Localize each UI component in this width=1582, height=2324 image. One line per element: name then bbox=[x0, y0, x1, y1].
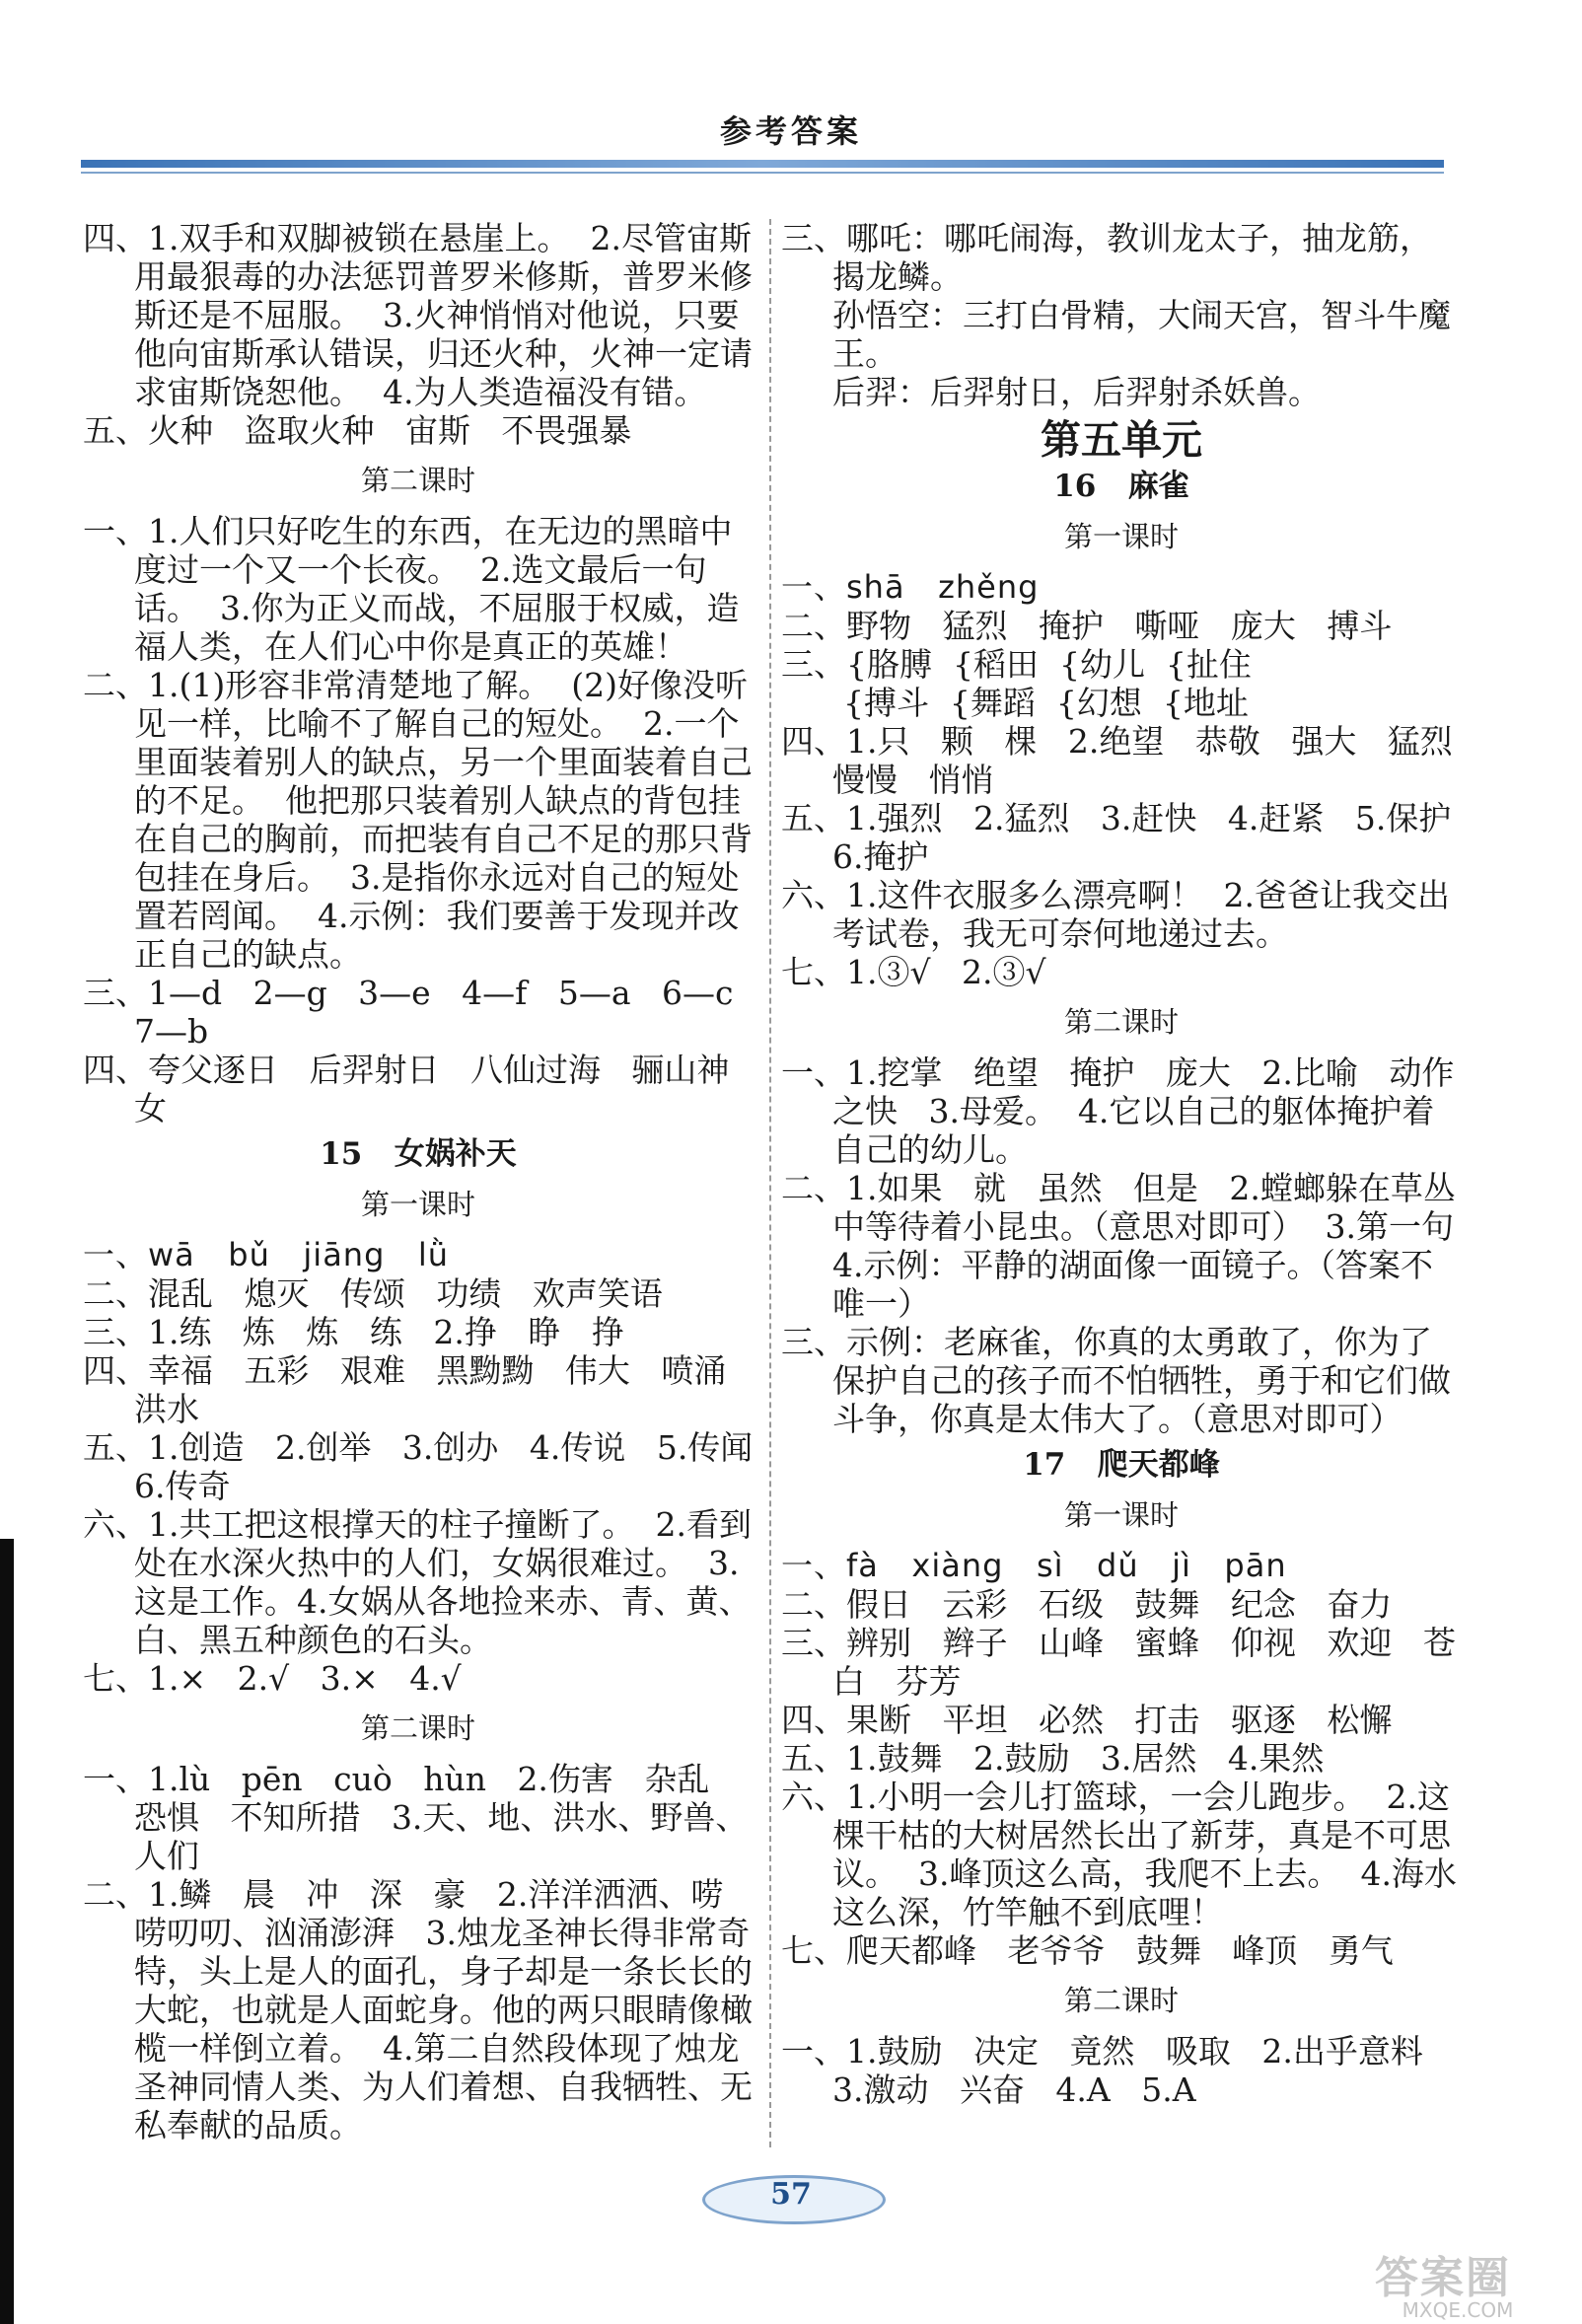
answer-paragraph: 七、1.× 2.√ 3.× 4.√ bbox=[83, 1659, 462, 1698]
lesson-period-heading: 第一课时 bbox=[360, 1188, 475, 1221]
lesson-period-heading: 第一课时 bbox=[1063, 1498, 1179, 1532]
answer-paragraph: 七、爬天都峰 老爷爷 鼓舞 峰顶 勇气 bbox=[781, 1931, 1394, 1970]
column-left bbox=[83, 219, 784, 2144]
answer-paragraph: {搏斗 {舞蹈 {幻想 {地址 bbox=[781, 684, 1249, 722]
lesson-period-heading: 第二课时 bbox=[1063, 1984, 1179, 2017]
answer-paragraph: 二、1.鳞 晨 冲 深 豪 2.洋洋洒洒、唠唠叨叨、汹涌澎湃 3.烛龙圣神长得非常奇特，头上是人的面孔，身子却是一条长长的大蛇，也就是人面蛇身。他的两只眼睛像橄榄一样倒立着。 4.第二自然段体现了烛龙圣神同情人类、为人们着想、自我牺牲、无私奉献的品质。 bbox=[83, 1875, 753, 2144]
answer-paragraph: 二、混乱 熄灭 传颂 功绩 欢声笑语 bbox=[83, 1274, 663, 1313]
answer-paragraph: 二、假日 云彩 石级 鼓舞 纪念 奋力 bbox=[781, 1585, 1393, 1624]
header-bar-thin bbox=[81, 172, 1444, 174]
answer-paragraph: 三、{胳膊 {稻田 {幼儿 {扯住 bbox=[781, 645, 1252, 684]
lesson-period-heading: 第二课时 bbox=[1063, 1005, 1179, 1039]
watermark-logo: 答案圈 bbox=[1375, 2253, 1511, 2303]
answer-paragraph: 一、1.鼓励 决定 竟然 吸取 2.出乎意料 3.激动 兴奋 4.A 5.A bbox=[781, 2032, 1455, 2109]
column-right bbox=[781, 219, 1485, 2109]
header-title: 参考答案 bbox=[719, 112, 862, 150]
pinyin-answer: 一、wā bǔ jiāng lǜ bbox=[83, 1236, 450, 1273]
answer-paragraph: 四、1.双手和双脚被锁在悬崖上。 2.尽管宙斯用最狠毒的办法惩罚普罗米修斯，普罗米修斯还是不屈服。 3.火神悄悄对他说，只要他向宙斯承认错误，归还火种，火神一定请求宙斯饶恕他。 4.为人类造福没有错。 bbox=[83, 219, 753, 411]
pinyin-answer: 一、fà xiàng sì dǔ jì pān bbox=[781, 1547, 1287, 1584]
answer-paragraph: 三、哪吒：哪吒闹海，教训龙太子，抽龙筋，揭龙鳞。 bbox=[781, 219, 1432, 296]
answer-paragraph: 二、野物 猛烈 掩护 嘶哑 庞大 搏斗 bbox=[781, 607, 1393, 645]
lesson-title: 16 麻雀 bbox=[1053, 469, 1189, 504]
answer-paragraph: 七、1.③√ 2.③√ bbox=[781, 953, 1046, 991]
answer-paragraph: 五、1.鼓舞 2.鼓励 3.居然 4.果然 bbox=[781, 1739, 1325, 1778]
answer-paragraph: 四、1.只 颗 棵 2.绝望 恭敬 强大 猛烈 慢慢 悄悄 bbox=[781, 722, 1484, 799]
lesson-period-heading: 第一课时 bbox=[1063, 520, 1179, 553]
answer-paragraph: 六、1.这件衣服多么漂亮啊！ 2.爸爸让我交出考试卷，我无可奈何地递过去。 bbox=[781, 876, 1450, 953]
unit-title: 第五单元 bbox=[1041, 416, 1202, 464]
answer-paragraph: 五、火种 盗取火种 宙斯 不畏强暴 bbox=[83, 411, 632, 450]
answer-paragraph: 六、1.小明一会儿打篮球，一会儿跑步。 2.这棵干枯的大树居然长出了新芽，真是不可思议。 3.峰顶这么高，我爬不上去。 4.海水这么深，竹竿触不到底哩！ bbox=[781, 1778, 1457, 1931]
answer-paragraph: 一、1.挖掌 绝望 掩护 庞大 2.比喻 动作之快 3.母爱。 4.它以自己的躯体掩护着自己的幼儿。 bbox=[781, 1053, 1455, 1169]
answer-paragraph: 一、1.lù pēn cuò hùn 2.伤害 杂乱 恐惧 不知所措 3.天、地、洪水、野兽、人们 bbox=[83, 1760, 749, 1875]
lesson-title: 17 爬天都峰 bbox=[1023, 1447, 1220, 1483]
pinyin-answer: 一、shā zhěng bbox=[781, 568, 1040, 606]
column-divider bbox=[769, 219, 771, 2147]
answer-paragraph: 四、果断 平坦 必然 打击 驱逐 松懈 bbox=[781, 1701, 1393, 1739]
watermark-url: MXQE.COM bbox=[1402, 2298, 1514, 2322]
answer-paragraph: 三、1.练 炼 炼 练 2.挣 睁 挣 bbox=[83, 1313, 624, 1351]
answer-paragraph: 三、辨别 辫子 山峰 蜜蜂 仰视 欢迎 苍白 芬芳 bbox=[781, 1624, 1456, 1701]
lesson-title: 15 女娲补天 bbox=[320, 1136, 517, 1172]
lesson-period-heading: 第二课时 bbox=[360, 464, 475, 497]
answer-paragraph: 一、1.人们只好吃生的东西，在无边的黑暗中度过一个又一个长夜。 2.选文最后一句话。 3.你为正义而战，不屈服于权威，造福人类，在人们心中你是真正的英雄！ bbox=[83, 512, 740, 666]
answer-line: 孙悟空：三打白骨精，大闹天宫，智斗牛魔王。 bbox=[832, 296, 1451, 373]
answer-paragraph: 六、1.共工把这根撑天的柱子撞断了。 2.看到处在水深火热中的人们，女娲很难过。 3.这是工作。4.女娲从各地捡来赤、青、黄、白、黑五种颜色的石头。 bbox=[83, 1505, 752, 1659]
answer-paragraph: 二、1.如果 就 虽然 但是 2.螳螂躲在草丛中等待着小昆虫。（意思对即可） 3.第一句 4.示例：平静的湖面像一面镜子。（答案不唯一） bbox=[781, 1169, 1485, 1323]
answer-paragraph: 三、1—d 2—g 3—e 4—f 5—a 6—c 7—b bbox=[83, 974, 764, 1051]
lesson-period-heading: 第二课时 bbox=[360, 1711, 475, 1745]
header-bar bbox=[81, 160, 1444, 168]
answer-paragraph: 三、示例：老麻雀，你真的太勇敢了，你为了保护自己的孩子而不怕牺牲，勇于和它们做斗争，你真是太伟大了。（意思对即可） bbox=[781, 1323, 1451, 1438]
answer-paragraph: 四、夸父逐日 后羿射日 八仙过海 骊山神女 bbox=[83, 1051, 730, 1127]
answer-paragraph: 五、1.创造 2.创举 3.创办 4.传说 5.传闻 6.传奇 bbox=[83, 1428, 784, 1505]
answer-paragraph: 四、幸福 五彩 艰难 黑黝黝 伟大 喷涌 洪水 bbox=[83, 1351, 757, 1428]
page-number: 57 bbox=[770, 2177, 812, 2212]
answer-line: 后羿：后羿射日，后羿射杀妖兽。 bbox=[832, 373, 1321, 411]
binding-edge bbox=[0, 1539, 14, 2324]
answer-paragraph: 五、1.强烈 2.猛烈 3.赶快 4.赶紧 5.保护 6.掩护 bbox=[781, 799, 1482, 876]
answer-paragraph: 二、1.(1)形容非常清楚地了解。 (2)好像没听见一样，比喻不了解自己的短处。 2.一个里面装着别人的缺点，另一个里面装着自己的不足。 他把那只装着别人缺点的背包挂在自己的胸前，而把装有自己不足的那只背包挂在身后。 3.是指你永远对自己的短处置若罔闻。 4.示例：我们要善于发现并改正自己的缺点。 bbox=[83, 666, 753, 974]
